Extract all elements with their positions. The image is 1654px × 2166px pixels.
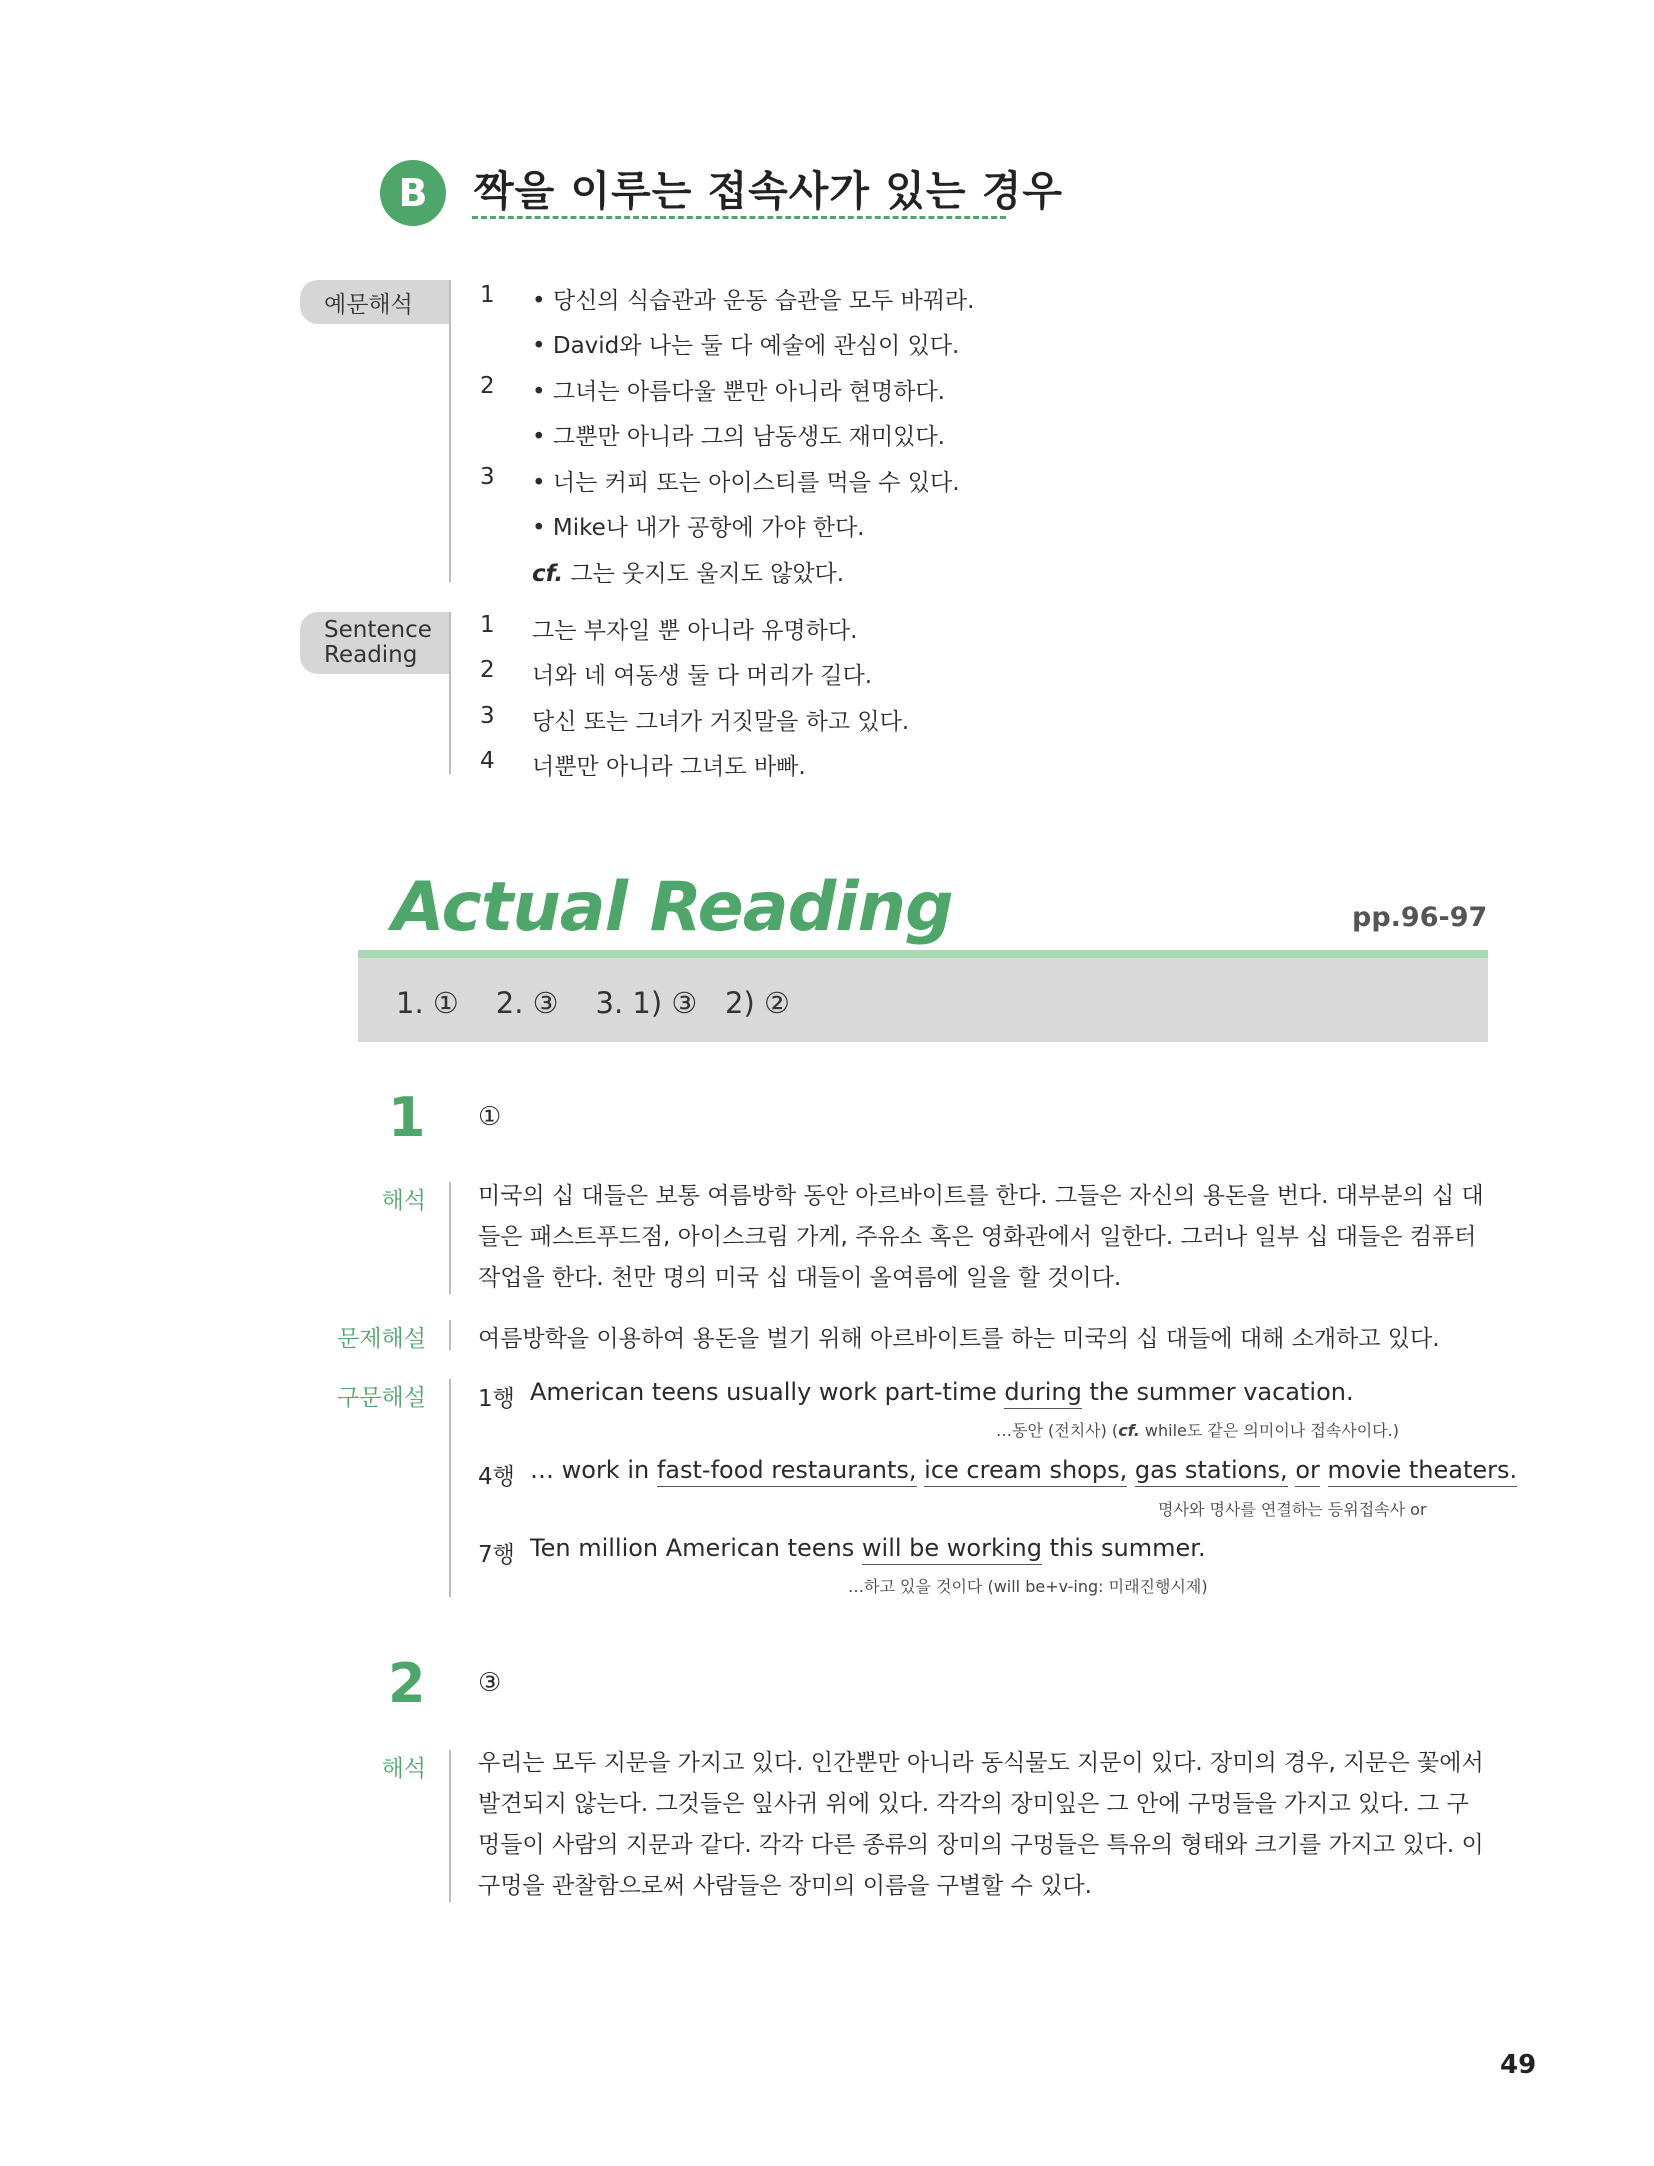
sentence-tab-label: Reading	[324, 642, 418, 668]
underlined-phrase: during	[1004, 1378, 1081, 1409]
grammar-note	[996, 1418, 1399, 1441]
line-ref: 4행	[478, 1464, 515, 1490]
underlined-phrase: will be working	[862, 1534, 1042, 1565]
sentence-number: 2	[480, 657, 495, 683]
sentence-line: 당신 또는 그녀가 거짓말을 하고 있다.	[532, 709, 910, 735]
underlined-phrase: or	[1295, 1456, 1320, 1487]
translation-text: 미국의 십 대들은 보통 여름방학 동안 아르바이트를 한다. 그들은 자신의 용돈을 번다. 대부분의 십 대들은 패스트푸드점, 아이스크림 가게, 주유소 혹은 영화관에서 일한다. 그러나 일부 십 대들은 컴퓨터 작업을 한다. 천만 명의 미국 십 대들이 올여름에 일을 할 것이다.	[478, 1183, 1484, 1291]
underlined-phrase: fast-food restaurants,	[657, 1456, 917, 1487]
grammar-note: …하고 있을 것이다 (will be+v-ing: 미래진행시제)	[848, 1577, 1208, 1596]
example-line: • 당신의 식습관과 운동 습관을 모두 바꿔라.	[532, 288, 975, 314]
label-divider	[449, 1320, 451, 1350]
sentence-part: American teens usually work part-time	[530, 1378, 1005, 1406]
example-line: • 그녀는 아름다울 뿐만 아니라 현명하다.	[532, 379, 945, 405]
page-number: 49	[1500, 2050, 1537, 2080]
translation-text: 우리는 모두 지문을 가지고 있다. 인간뿐만 아니라 동식물도 지문이 있다. 장미의 경우, 지문은 꽃에서 발견되지 않는다. 그것들은 잎사귀 위에 있다. 각각의 장미잎은 그 안에 구멍들을 가지고 있다. 그 구멍들이 사람의 지문과 같다. 각각 다른 종류의 장미의 구멍들은 특유의 형태와 크기를 가지고 있다. 이 구멍을 관찰함으로써 사람들은 장미의 이름을 구별할 수 있다.	[478, 1750, 1484, 1899]
underlined-phrase: ice cream shops,	[924, 1456, 1127, 1487]
sentence-number: 3	[480, 703, 495, 729]
example-number: 3	[480, 464, 495, 490]
label-divider	[449, 1182, 451, 1294]
tab-divider	[449, 280, 451, 582]
example-number: 2	[480, 373, 495, 399]
sentence-part: Ten million American teens	[530, 1534, 862, 1562]
sentence-tab-label: Sentence	[324, 617, 432, 643]
example-line: • Mike나 내가 공항에 가야 한다.	[532, 515, 865, 541]
line-ref: 7행	[478, 1542, 515, 1568]
tab-divider	[449, 612, 451, 774]
sentence-part: this summer.	[1041, 1534, 1206, 1562]
sentence-number: 1	[480, 612, 495, 638]
structure-label: 구문해설	[337, 1385, 426, 1411]
section-b-badge: B	[380, 160, 446, 226]
problem-label: 문제해설	[337, 1326, 426, 1352]
problem-text: 여름방학을 이용하여 용돈을 벌기 위해 아르바이트를 하는 미국의 십 대들에 대해 소개하고 있다.	[478, 1326, 1440, 1352]
note-part: …동안 (전치사) (	[996, 1421, 1119, 1440]
example-number: 1	[480, 282, 495, 308]
example-line: • David와 나는 둘 다 예술에 관심이 있다.	[532, 333, 960, 359]
translation-label: 해석	[381, 1188, 426, 1214]
example-sentence	[530, 1534, 1206, 1562]
line-ref: 1행	[478, 1386, 515, 1412]
header-accent-bar	[358, 950, 1488, 958]
example-sentence	[530, 1456, 1517, 1484]
section-title: 짝을 이루는 접속사가 있는 경우	[474, 167, 1063, 215]
cf-line	[532, 555, 844, 588]
question-answer: ①	[478, 1102, 502, 1132]
question-answer: ③	[478, 1668, 502, 1698]
question-number: 2	[388, 1652, 426, 1715]
sentence-line: 그는 부자일 뿐 아니라 유명하다.	[532, 618, 858, 644]
note-part: while도 같은 의미이나 접속사이다.)	[1139, 1421, 1399, 1440]
example-line: • 그뿐만 아니라 그의 남동생도 재미있다.	[532, 424, 945, 450]
sentence-line: 너뿐만 아니라 그녀도 바빠.	[532, 754, 806, 780]
example-tab-label: 예문해석	[324, 291, 413, 318]
sentence-reading-tab	[300, 612, 450, 674]
underlined-phrase: gas stations,	[1135, 1456, 1288, 1487]
sentence-part: the summer vacation.	[1081, 1378, 1354, 1406]
sentence-number: 4	[480, 748, 495, 774]
example-line: • 너는 커피 또는 아이스티를 먹을 수 있다.	[532, 470, 960, 496]
answer-key: 1. ① 2. ③ 3. 1) ③ 2) ②	[396, 986, 791, 1020]
cf-text: 그는 웃지도 울지도 않았다.	[570, 561, 845, 587]
example-translation-tab	[300, 280, 450, 324]
underlined-phrase: movie theaters.	[1328, 1456, 1518, 1487]
cf-label: cf.	[1118, 1421, 1140, 1440]
cf-label: cf.	[532, 561, 564, 587]
question-number: 1	[388, 1086, 426, 1149]
sentence-line: 너와 네 여동생 둘 다 머리가 길다.	[532, 663, 873, 689]
title-underline	[472, 216, 1006, 219]
label-divider	[449, 1750, 451, 1902]
page-range: pp.96-97	[1352, 902, 1488, 933]
translation-label: 해석	[381, 1756, 426, 1782]
example-sentence	[530, 1378, 1354, 1406]
sentence-part: … work in	[530, 1456, 657, 1484]
label-divider	[449, 1379, 451, 1597]
actual-reading-title: Actual Reading	[392, 868, 953, 947]
grammar-note: 명사와 명사를 연결하는 등위접속사 or	[1158, 1500, 1427, 1519]
